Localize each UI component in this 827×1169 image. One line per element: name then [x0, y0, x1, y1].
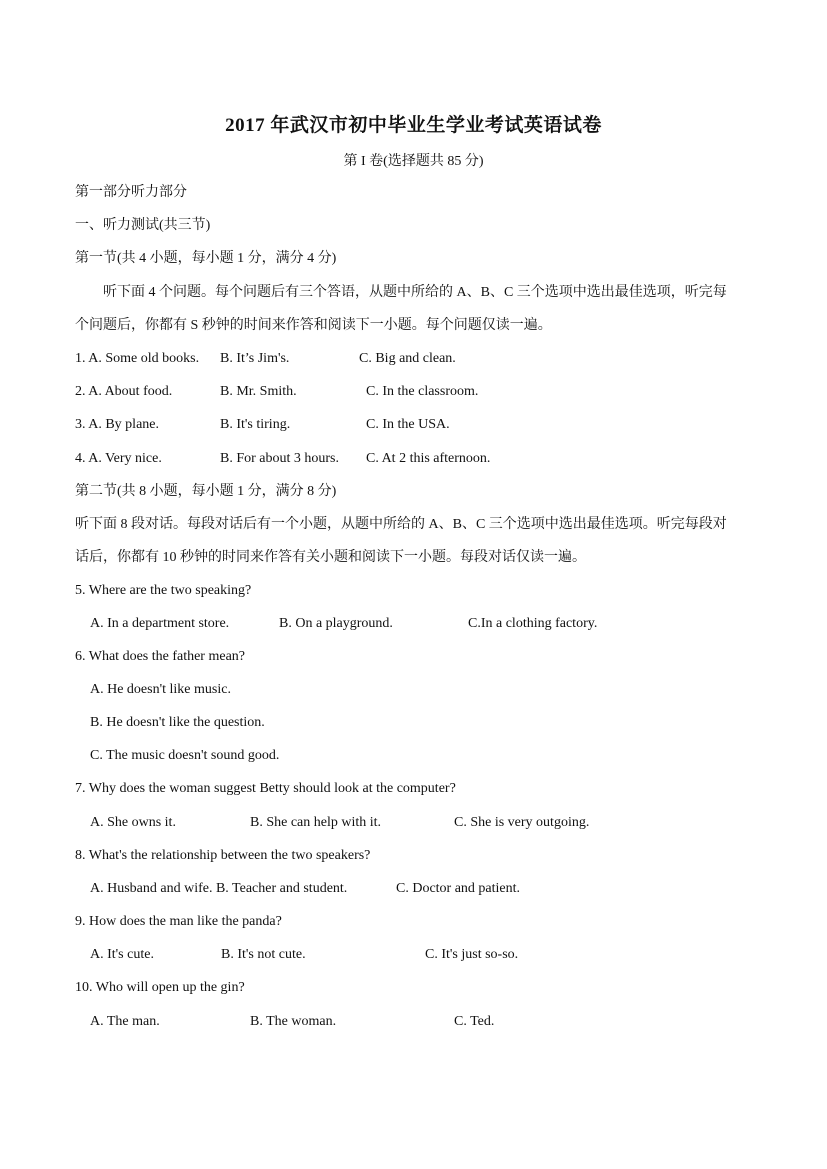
option-c: C. In the USA.: [366, 417, 450, 432]
question-7: 7. Why does the woman suggest Betty should look at the computer?: [75, 781, 456, 796]
option-c: C. At 2 this afternoon.: [366, 451, 491, 466]
section2-instruction-line1: 听下面 8 段对话。每段对话后有一个小题，从题中所给的 A、B、C 三个选项中选出最佳选项。听完每段对: [75, 517, 727, 532]
question-9: 9. How does the man like the panda?: [75, 914, 282, 929]
section1-instruction-line1: 听下面 4 个问题。每个问题后有三个答语，从题中所给的 A、B、C 三个选项中选出最佳选项，听完每: [103, 285, 727, 300]
option-a: A. The man.: [90, 1014, 160, 1029]
part-heading: 第一部分听力部分: [75, 185, 187, 200]
option-c: C. Ted.: [454, 1014, 495, 1029]
option-a: 3. A. By plane.: [75, 417, 159, 432]
question-8: 8. What's the relationship between the two speakers?: [75, 848, 371, 863]
option-b: B. The woman.: [250, 1014, 337, 1029]
question-5: 5. Where are the two speaking?: [75, 583, 252, 598]
section2-heading: 第二节(共 8 小题，每小题 1 分，满分 8 分): [75, 484, 337, 499]
option-b: B. It’s Jim's.: [220, 351, 290, 366]
listening-heading: 一、听力测试(共三节): [75, 218, 211, 233]
option-b: B. She can help with it.: [250, 815, 382, 830]
section2-instruction-line2: 话后，你都有 10 秒钟的时同来作答有关小题和阅读下一小题。每段对话仅读一遍。: [75, 550, 586, 565]
page-title: 2017 年武汉市初中毕业生学业考试英语试卷: [225, 115, 602, 136]
option-a: A. In a department store.: [90, 616, 230, 631]
option-c: C. She is very outgoing.: [454, 815, 590, 830]
option-a: 2. A. About food.: [75, 384, 173, 399]
option-b: B. It's not cute.: [221, 947, 306, 962]
option-a: 4. A. Very nice.: [75, 451, 162, 466]
option-a-b: A. Husband and wife. B. Teacher and student.: [90, 881, 348, 896]
option-c: C. In the classroom.: [366, 384, 479, 399]
section1-instruction-line2: 个问题后，你都有 S 秒钟的时间来作答和阅读下一小题。每个问题仅读一遍。: [75, 318, 552, 333]
option-c: C. The music doesn't sound good.: [90, 748, 280, 763]
option-b: B. Mr. Smith.: [220, 384, 297, 399]
option-b: B. He doesn't like the question.: [90, 715, 265, 730]
option-c: C. Big and clean.: [359, 351, 456, 366]
option-a: 1. A. Some old books.: [75, 351, 200, 366]
option-b: B. It's tiring.: [220, 417, 291, 432]
option-c: C. It's just so-so.: [425, 947, 519, 962]
page-subtitle: 第 I 卷(选择题共 85 分): [343, 154, 484, 169]
option-a: A. It's cute.: [90, 947, 154, 962]
option-b: B. For about 3 hours.: [220, 451, 339, 466]
option-b: B. On a playground.: [279, 616, 393, 631]
option-a: A. He doesn't like music.: [90, 682, 231, 697]
question-10: 10. Who will open up the gin?: [75, 980, 245, 995]
question-6: 6. What does the father mean?: [75, 649, 246, 664]
option-a: A. She owns it.: [90, 815, 176, 830]
option-c: C. Doctor and patient.: [396, 881, 521, 896]
section1-heading: 第一节(共 4 小题，每小题 1 分，满分 4 分): [75, 251, 337, 266]
option-c: C.In a clothing factory.: [468, 616, 598, 631]
